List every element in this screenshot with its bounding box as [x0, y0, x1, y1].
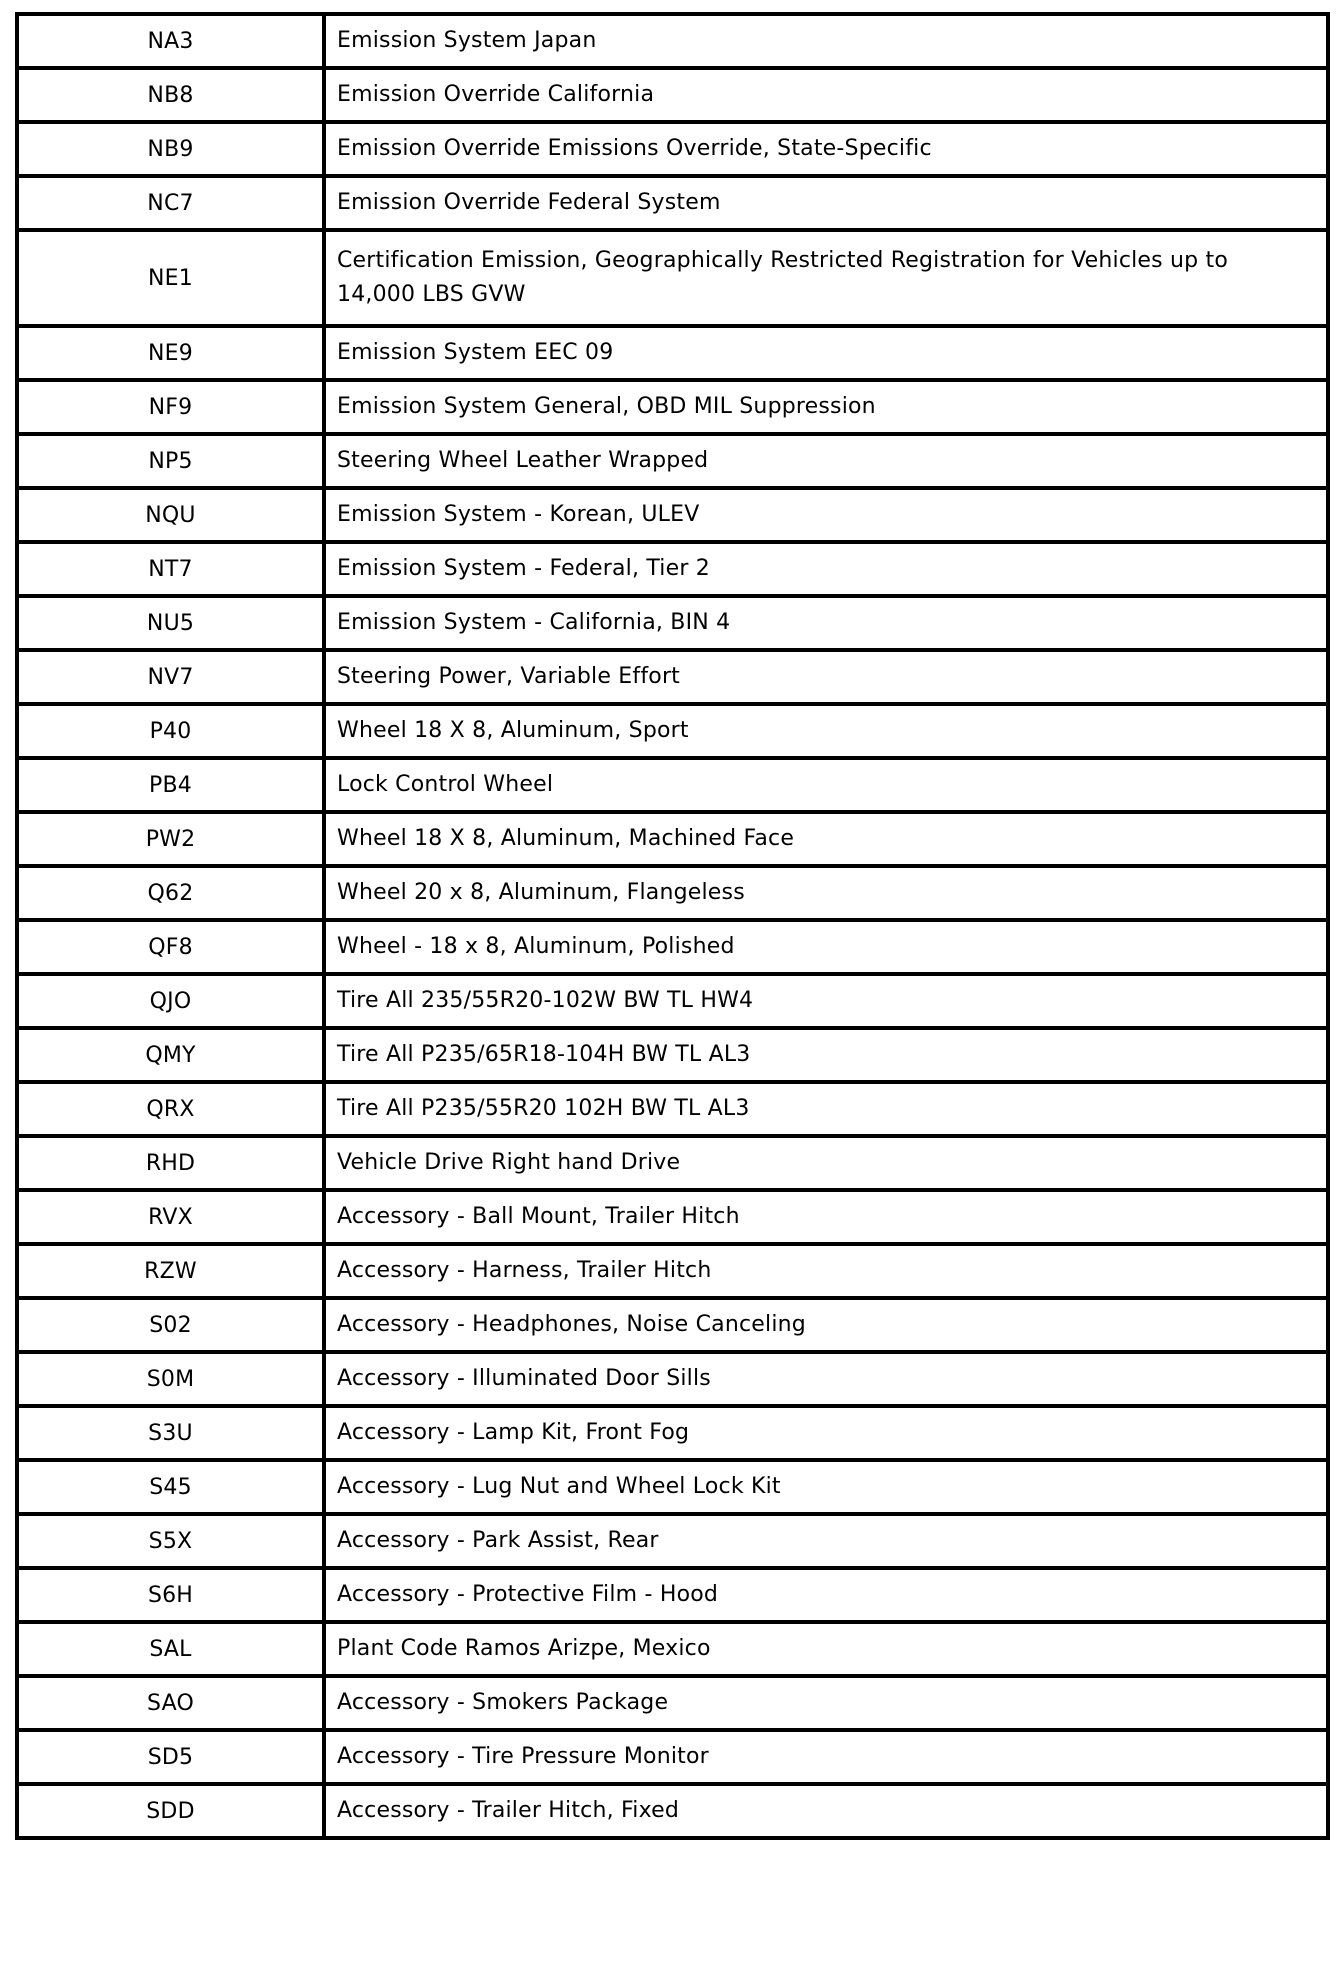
code-cell: P40	[17, 704, 324, 758]
table-row	[17, 1082, 1328, 1136]
code-cell: SAL	[17, 1622, 324, 1676]
code-cell: NF9	[17, 380, 324, 434]
code-cell: S02	[17, 1298, 324, 1352]
code-cell: NA3	[17, 14, 324, 68]
description-cell: Accessory - Tire Pressure Monitor	[324, 1730, 1328, 1784]
code-cell: QJO	[17, 974, 324, 1028]
table-row	[17, 974, 1328, 1028]
description-cell: Emission System - California, BIN 4	[324, 596, 1328, 650]
code-cell: SD5	[17, 1730, 324, 1784]
description-cell: Emission System - Federal, Tier 2	[324, 542, 1328, 596]
table-row	[17, 326, 1328, 380]
description-cell: Emission Override Emissions Override, State-Specific	[324, 122, 1328, 176]
code-cell: NC7	[17, 176, 324, 230]
code-cell: NE1	[17, 230, 324, 326]
description-cell: Tire All P235/55R20 102H BW TL AL3	[324, 1082, 1328, 1136]
table-row	[17, 704, 1328, 758]
code-cell: Q62	[17, 866, 324, 920]
description-cell: Emission Override Federal System	[324, 176, 1328, 230]
table-row	[17, 1730, 1328, 1784]
description-cell: Wheel 20 x 8, Aluminum, Flangeless	[324, 866, 1328, 920]
table-row	[17, 230, 1328, 326]
table-row	[17, 68, 1328, 122]
code-cell: NE9	[17, 326, 324, 380]
code-cell: PB4	[17, 758, 324, 812]
table-row	[17, 1406, 1328, 1460]
code-cell: RVX	[17, 1190, 324, 1244]
description-cell: Accessory - Harness, Trailer Hitch	[324, 1244, 1328, 1298]
code-cell: NV7	[17, 650, 324, 704]
rpo-code-table	[15, 12, 1330, 1840]
code-cell: NU5	[17, 596, 324, 650]
description-cell: Plant Code Ramos Arizpe, Mexico	[324, 1622, 1328, 1676]
table-row	[17, 434, 1328, 488]
code-cell: NT7	[17, 542, 324, 596]
description-cell: Accessory - Headphones, Noise Canceling	[324, 1298, 1328, 1352]
code-cell: PW2	[17, 812, 324, 866]
description-cell: Steering Power, Variable Effort	[324, 650, 1328, 704]
code-cell: S6H	[17, 1568, 324, 1622]
table-row	[17, 1298, 1328, 1352]
code-cell: NB8	[17, 68, 324, 122]
description-cell: Steering Wheel Leather Wrapped	[324, 434, 1328, 488]
description-cell: Emission Override California	[324, 68, 1328, 122]
description-cell: Certification Emission, Geographically Restricted Registration for Vehicles up to 14,000 LBS GVW	[324, 230, 1328, 326]
rpo-code-table-body	[17, 14, 1328, 1838]
description-cell: Lock Control Wheel	[324, 758, 1328, 812]
description-cell: Wheel 18 X 8, Aluminum, Sport	[324, 704, 1328, 758]
table-row	[17, 650, 1328, 704]
description-cell: Accessory - Lug Nut and Wheel Lock Kit	[324, 1460, 1328, 1514]
description-cell: Emission System General, OBD MIL Suppression	[324, 380, 1328, 434]
description-cell: Emission System - Korean, ULEV	[324, 488, 1328, 542]
table-row	[17, 920, 1328, 974]
table-row	[17, 1622, 1328, 1676]
code-cell: SAO	[17, 1676, 324, 1730]
code-cell: QF8	[17, 920, 324, 974]
table-row	[17, 122, 1328, 176]
description-cell: Emission System Japan	[324, 14, 1328, 68]
description-cell: Accessory - Lamp Kit, Front Fog	[324, 1406, 1328, 1460]
description-cell: Wheel 18 X 8, Aluminum, Machined Face	[324, 812, 1328, 866]
description-cell: Vehicle Drive Right hand Drive	[324, 1136, 1328, 1190]
table-row	[17, 488, 1328, 542]
code-cell: S5X	[17, 1514, 324, 1568]
table-row	[17, 812, 1328, 866]
description-cell: Accessory - Protective Film - Hood	[324, 1568, 1328, 1622]
code-cell: S3U	[17, 1406, 324, 1460]
description-cell: Accessory - Smokers Package	[324, 1676, 1328, 1730]
table-row	[17, 14, 1328, 68]
table-row	[17, 1460, 1328, 1514]
description-cell: Wheel - 18 x 8, Aluminum, Polished	[324, 920, 1328, 974]
code-cell: S45	[17, 1460, 324, 1514]
code-cell: NQU	[17, 488, 324, 542]
code-cell: NB9	[17, 122, 324, 176]
code-cell: QMY	[17, 1028, 324, 1082]
table-row	[17, 1784, 1328, 1838]
table-row	[17, 1514, 1328, 1568]
table-row	[17, 596, 1328, 650]
description-cell: Tire All 235/55R20-102W BW TL HW4	[324, 974, 1328, 1028]
table-row	[17, 542, 1328, 596]
code-cell: RZW	[17, 1244, 324, 1298]
table-row	[17, 1028, 1328, 1082]
code-cell: QRX	[17, 1082, 324, 1136]
description-cell: Accessory - Park Assist, Rear	[324, 1514, 1328, 1568]
code-cell: S0M	[17, 1352, 324, 1406]
description-cell: Accessory - Illuminated Door Sills	[324, 1352, 1328, 1406]
description-cell: Tire All P235/65R18-104H BW TL AL3	[324, 1028, 1328, 1082]
code-cell: SDD	[17, 1784, 324, 1838]
code-cell: NP5	[17, 434, 324, 488]
table-row	[17, 1190, 1328, 1244]
description-cell: Accessory - Trailer Hitch, Fixed	[324, 1784, 1328, 1838]
table-row	[17, 1244, 1328, 1298]
table-row	[17, 1676, 1328, 1730]
description-cell: Emission System EEC 09	[324, 326, 1328, 380]
table-row	[17, 1568, 1328, 1622]
table-row	[17, 1136, 1328, 1190]
table-row	[17, 380, 1328, 434]
table-row	[17, 1352, 1328, 1406]
table-row	[17, 866, 1328, 920]
table-row	[17, 758, 1328, 812]
table-row	[17, 176, 1328, 230]
code-cell: RHD	[17, 1136, 324, 1190]
description-cell: Accessory - Ball Mount, Trailer Hitch	[324, 1190, 1328, 1244]
